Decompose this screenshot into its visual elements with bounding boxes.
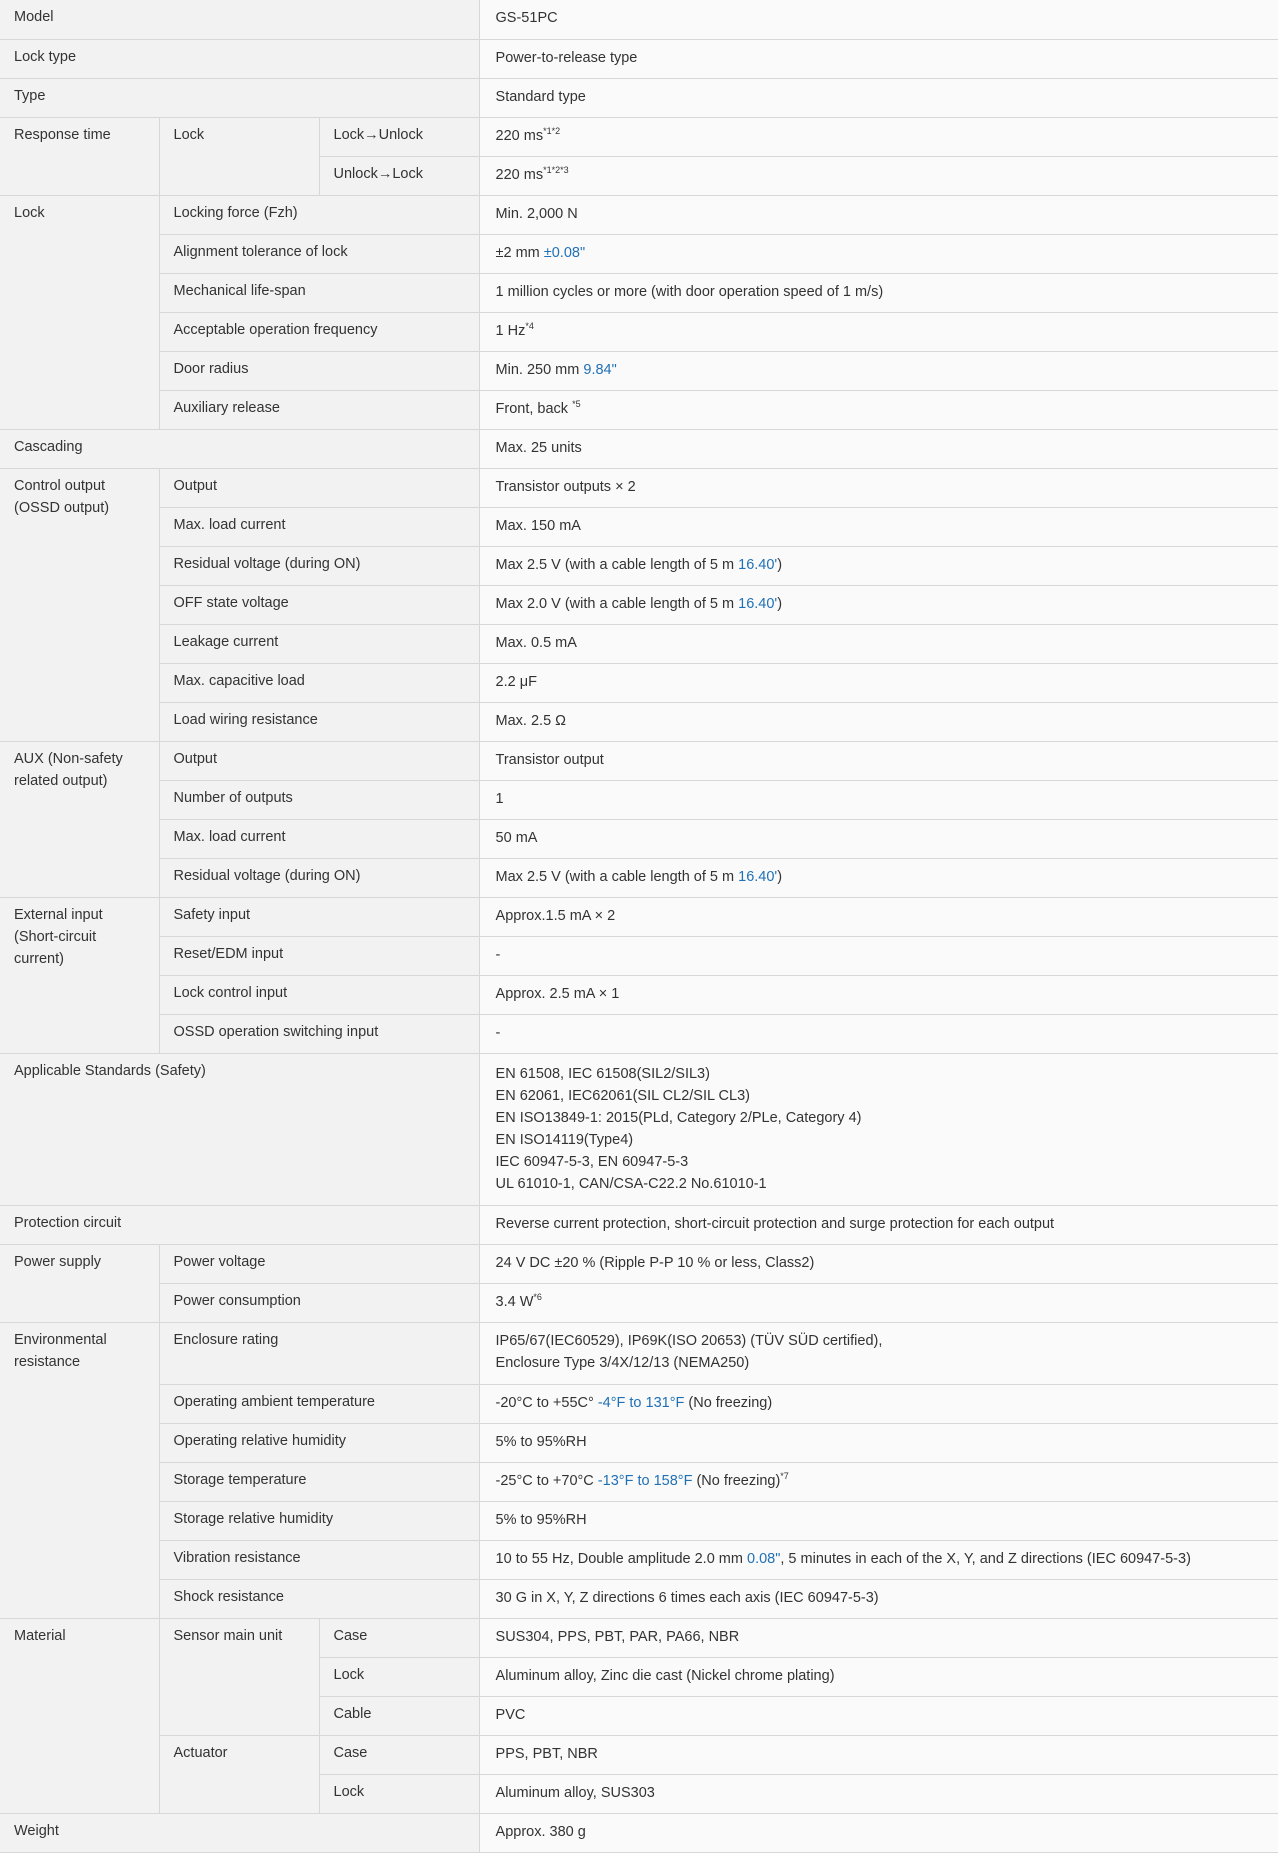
label-sensor-main-unit: Sensor main unit [159,1618,319,1735]
label-control-output-group: Control output (OSSD output) [0,468,159,741]
row-aux-count [0,780,1278,819]
value-power-voltage: 24 V DC ±20 % (Ripple P-P 10 % or less, Class2) [479,1244,1278,1283]
label-off-state: OFF state voltage [159,585,479,624]
value-actuator-lock: Aluminum alloy, SUS303 [479,1774,1278,1813]
value-op-temp: -20°C to +55C° -4°F to 131°F (No freezing) [479,1384,1278,1423]
footnote-ref: *4 [525,320,534,331]
label-aux-max-load: Max. load current [159,819,479,858]
row-cap-load [0,663,1278,702]
label-aux-count: Number of outputs [159,780,479,819]
row-door-radius [0,351,1278,390]
value-alignment: ±2 mm ±0.08" [479,234,1278,273]
row-standards [0,1053,1278,1205]
value-wiring: Max. 2.5 Ω [479,702,1278,741]
label-actuator-lock: Lock [319,1774,479,1813]
row-aux-max-load [0,819,1278,858]
label-standards: Applicable Standards (Safety) [0,1053,479,1205]
value-leakage: Max. 0.5 mA [479,624,1278,663]
label-op-temp: Operating ambient temperature [159,1384,479,1423]
value-type: Standard type [479,78,1278,117]
value-enclosure: IP65/67(IEC60529), IP69K(ISO 20653) (TÜV SÜD certified), Enclosure Type 3/4X/12/13 (NEMA250) [479,1322,1278,1384]
row-reset-input [0,936,1278,975]
value-aux-count: 1 [479,780,1278,819]
value-output: Transistor outputs × 2 [479,468,1278,507]
value-actuator-case: PPS, PBT, NBR [479,1735,1278,1774]
row-mech-life [0,273,1278,312]
row-power-voltage [0,1244,1278,1283]
label-material-group: Material [0,1618,159,1813]
label-cap-load: Max. capacitive load [159,663,479,702]
row-vibration [0,1540,1278,1579]
footnote-ref: *1*2*3 [543,164,569,175]
row-alignment [0,234,1278,273]
label-sensor-case: Case [319,1618,479,1657]
value-weight: Approx. 380 g [479,1813,1278,1852]
label-max-load: Max. load current [159,507,479,546]
value-power-consumption: 3.4 $W^{*6}$ [479,1283,1278,1322]
label-wiring: Load wiring resistance [159,702,479,741]
imperial-value: -4°F to 131°F [597,1394,685,1411]
label-enclosure: Enclosure rating [159,1322,479,1384]
row-cascading [0,429,1278,468]
value-ossd-switch-input: - [479,1014,1278,1053]
value-cascading: Max. 25 units [479,429,1278,468]
footnote-ref: *1*2 [543,125,561,136]
label-leakage: Leakage current [159,624,479,663]
label-ossd-switch-input: OSSD operation switching input [159,1014,479,1053]
value-door-radius: Min. 250 mm 9.84" [479,351,1278,390]
value-sensor-cable: PVC [479,1696,1278,1735]
row-storage-humidity [0,1501,1278,1540]
footnote-ref: *5 [572,398,581,409]
value-unlock-lock: 220 $ms^{*1*2*3}$ [479,156,1278,195]
value-safety-input: Approx.1.5 mA × 2 [479,897,1278,936]
label-locking-force: Locking force (Fzh) [159,195,479,234]
label-safety-input: Safety input [159,897,479,936]
label-model: Model [0,0,479,39]
row-material-actuator-case [0,1735,1278,1774]
label-door-radius: Door radius [159,351,479,390]
label-actuator: Actuator [159,1735,319,1813]
row-op-freq [0,312,1278,351]
value-aux-output: Transistor output [479,741,1278,780]
value-max-load: Max. 150 mA [479,507,1278,546]
row-model [0,0,1278,39]
value-sensor-case: SUS304, PPS, PBT, PAR, PA66, NBR [479,1618,1278,1657]
imperial-value: ±0.08" [543,244,586,261]
imperial-value: -13°F to 158°F [597,1472,693,1489]
label-sensor-cable: Cable [319,1696,479,1735]
value-mech-life: 1 million cycles or more (with door operation speed of 1 m/s) [479,273,1278,312]
label-reset-input: Reset/EDM input [159,936,479,975]
label-lock-control-input: Lock control input [159,975,479,1014]
label-sensor-lock: Lock [319,1657,479,1696]
row-aux-output [0,741,1278,780]
label-response-lock: Lock [159,117,319,195]
label-aux-residual: Residual voltage (during ON) [159,858,479,897]
footnote-ref: *6 [533,1291,542,1302]
value-residual: Max 2.5 V (with a cable length of 5 m 16.40') [479,546,1278,585]
value-vibration: 10 to 55 Hz, Double amplitude 2.0 mm 0.08", 5 minutes in each of the X, Y, and Z directions (IEC 60947-5-3) [479,1540,1278,1579]
value-storage-temp: -25°C to +70°C -13°F to 158°F (No freezing)$^{*7}$ [479,1462,1278,1501]
label-aux-group: AUX (Non-safety related output) [0,741,159,897]
imperial-value: 9.84" [583,361,617,378]
value-sensor-lock: Aluminum alloy, Zinc die cast (Nickel chrome plating) [479,1657,1278,1696]
label-environment-group: Environmental resistance [0,1322,159,1618]
imperial-value: 16.40' [738,556,778,573]
row-type [0,78,1278,117]
label-external-input-group: External input (Short-circuit current) [0,897,159,1053]
imperial-value: 16.40' [738,868,778,885]
value-off-state: Max 2.0 V (with a cable length of 5 m 16.40') [479,585,1278,624]
value-shock: 30 G in X, Y, Z directions 6 times each axis (IEC 60947-5-3) [479,1579,1278,1618]
label-lock-type: Lock type [0,39,479,78]
label-cascading: Cascading [0,429,479,468]
row-aux-release [0,390,1278,429]
value-aux-release: Front, back $^{*5}$ [479,390,1278,429]
row-off-state [0,585,1278,624]
row-shock [0,1579,1278,1618]
value-lock-type: Power-to-release type [479,39,1278,78]
row-lock-control-input [0,975,1278,1014]
label-op-freq: Acceptable operation frequency [159,312,479,351]
value-op-humidity: 5% to 95%RH [479,1423,1278,1462]
value-op-freq: 1 Hz$^{*4}$ [479,312,1278,351]
row-weight [0,1813,1278,1852]
row-ossd-switch-input [0,1014,1278,1053]
row-enclosure [0,1322,1278,1384]
label-power-voltage: Power voltage [159,1244,479,1283]
value-lock-unlock: 220 $ms^{*1*2}$ [479,117,1278,156]
row-protection [0,1205,1278,1244]
label-unlock-lock: Unlock→Lock [319,156,479,195]
label-shock: Shock resistance [159,1579,479,1618]
label-residual: Residual voltage (during ON) [159,546,479,585]
value-cap-load: 2.2 μF [479,663,1278,702]
label-mech-life: Mechanical life-span [159,273,479,312]
label-op-humidity: Operating relative humidity [159,1423,479,1462]
row-residual [0,546,1278,585]
row-safety-input [0,897,1278,936]
row-op-humidity [0,1423,1278,1462]
value-locking-force: Min. 2,000 N [479,195,1278,234]
value-aux-residual: Max 2.5 V (with a cable length of 5 m 16.40') [479,858,1278,897]
value-standards: EN 61508, IEC 61508(SIL2/SIL3) EN 62061, IEC62061(SIL CL2/SIL CL3) EN ISO13849-1: 2015(PLd, Category 2/PLe, Category 4) EN ISO14119(Type4) IEC 60947-5-3, EN 60947-5-3 UL 61010-1, CAN/CSA-C22.2 No.61010-1 [479,1053,1278,1205]
label-weight: Weight [0,1813,479,1852]
row-power-consumption [0,1283,1278,1322]
label-storage-humidity: Storage relative humidity [159,1501,479,1540]
label-alignment: Alignment tolerance of lock [159,234,479,273]
value-lock-control-input: Approx. 2.5 mA × 1 [479,975,1278,1014]
value-aux-max-load: 50 mA [479,819,1278,858]
imperial-value: 16.40' [738,595,778,612]
label-lock-unlock: Lock→Unlock [319,117,479,156]
row-response-lock-unlock [0,117,1278,156]
label-response-time: Response time [0,117,159,195]
label-aux-output: Output [159,741,479,780]
row-lock-type [0,39,1278,78]
label-output: Output [159,468,479,507]
row-control-output [0,468,1278,507]
value-reset-input: - [479,936,1278,975]
label-power-group: Power supply [0,1244,159,1322]
value-protection: Reverse current protection, short-circuit protection and surge protection for each output [479,1205,1278,1244]
row-op-temp [0,1384,1278,1423]
row-wiring [0,702,1278,741]
row-max-load [0,507,1278,546]
label-power-consumption: Power consumption [159,1283,479,1322]
row-leakage [0,624,1278,663]
label-protection: Protection circuit [0,1205,479,1244]
label-vibration: Vibration resistance [159,1540,479,1579]
row-storage-temp [0,1462,1278,1501]
label-aux-release: Auxiliary release [159,390,479,429]
row-material-sensor-case [0,1618,1278,1657]
label-actuator-case: Case [319,1735,479,1774]
label-lock-group: Lock [0,195,159,429]
value-model: GS-51PC [479,0,1278,39]
label-type: Type [0,78,479,117]
imperial-value: 0.08" [747,1550,781,1567]
row-locking-force [0,195,1278,234]
row-aux-residual [0,858,1278,897]
value-storage-humidity: 5% to 95%RH [479,1501,1278,1540]
label-storage-temp: Storage temperature [159,1462,479,1501]
footnote-ref: *7 [780,1470,789,1481]
